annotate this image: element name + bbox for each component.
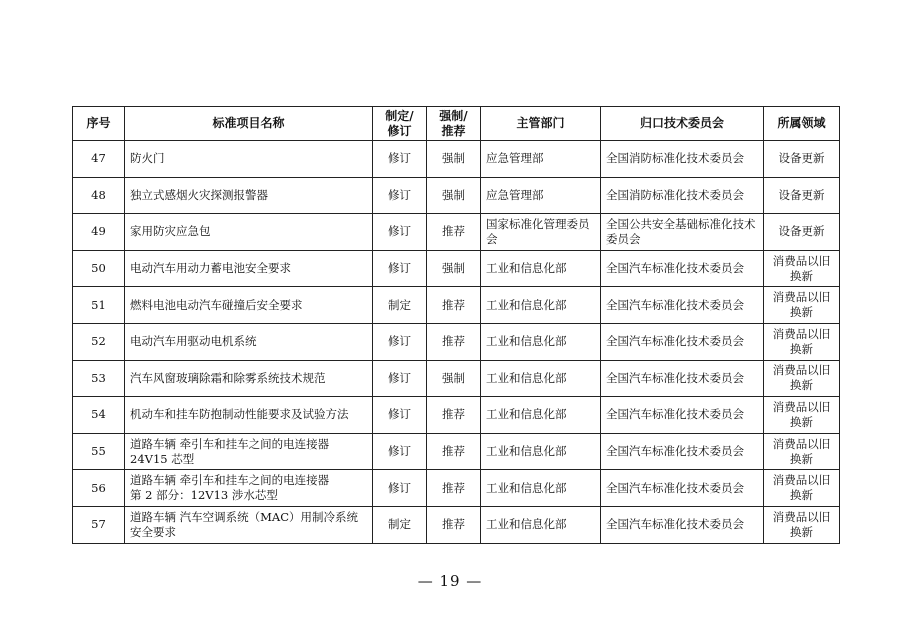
row-name: 道路车辆 汽车空调系统（MAC）用制冷系统 安全要求: [125, 506, 373, 543]
row-type: 修订: [373, 433, 427, 470]
table-row: [73, 397, 840, 434]
row-field: 消费品以旧换新: [764, 287, 840, 324]
table-row: [73, 433, 840, 470]
table-row: [73, 287, 840, 324]
row-field: 消费品以旧换新: [764, 360, 840, 397]
row-committee: 全国消防标准化技术委员会: [601, 177, 764, 214]
row-seq: 55: [73, 433, 125, 470]
row-seq: 48: [73, 177, 125, 214]
row-type: 修订: [373, 360, 427, 397]
row-mandatory: 推荐: [427, 323, 481, 360]
row-name: 机动车和挂车防抱制动性能要求及试验方法: [125, 397, 373, 434]
table-row: [73, 470, 840, 507]
row-name: 汽车风窗玻璃除霜和除雾系统技术规范: [125, 360, 373, 397]
table-row: [73, 177, 840, 214]
table-row: [73, 506, 840, 543]
row-mandatory: 推荐: [427, 397, 481, 434]
row-seq: 47: [73, 141, 125, 178]
row-committee: 全国汽车标准化技术委员会: [601, 470, 764, 507]
page-number: — 19 —: [417, 572, 483, 590]
row-field: 设备更新: [764, 141, 840, 178]
row-seq: 54: [73, 397, 125, 434]
header-seq: 序号: [73, 107, 125, 141]
row-field: 消费品以旧换新: [764, 470, 840, 507]
row-field: 设备更新: [764, 177, 840, 214]
row-committee: 全国汽车标准化技术委员会: [601, 250, 764, 287]
row-mandatory: 推荐: [427, 214, 481, 251]
row-name: [125, 433, 373, 470]
header-name: 标准项目名称: [125, 107, 373, 141]
row-seq: 53: [73, 360, 125, 397]
row-field: 消费品以旧换新: [764, 433, 840, 470]
row-type: 修订: [373, 177, 427, 214]
row-name: 防火门: [125, 141, 373, 178]
row-dept: 工业和信息化部: [481, 470, 601, 507]
header-committee: 归口技术委员会: [601, 107, 764, 141]
row-type: 修订: [373, 397, 427, 434]
table-header-row: [73, 107, 840, 141]
row-name: 燃料电池电动汽车碰撞后安全要求: [125, 287, 373, 324]
row-seq: 50: [73, 250, 125, 287]
row-dept: 工业和信息化部: [481, 397, 601, 434]
row-dept: 工业和信息化部: [481, 250, 601, 287]
row-field: 消费品以旧换新: [764, 397, 840, 434]
row-type: 修订: [373, 323, 427, 360]
row-dept: 应急管理部: [481, 177, 601, 214]
row-mandatory: 推荐: [427, 433, 481, 470]
row-dept: 工业和信息化部: [481, 433, 601, 470]
row-mandatory: 强制: [427, 177, 481, 214]
row-name: 电动汽车用动力蓄电池安全要求: [125, 250, 373, 287]
standards-table: [72, 106, 840, 544]
row-committee: 全国汽车标准化技术委员会: [601, 397, 764, 434]
row-name-line1: 道路车辆 牵引车和挂车之间的电连接器: [130, 473, 330, 488]
table-row: [73, 141, 840, 178]
row-committee: 全国汽车标准化技术委员会: [601, 506, 764, 543]
header-dept: 主管部门: [481, 107, 601, 141]
row-mandatory: 强制: [427, 141, 481, 178]
table-row: [73, 214, 840, 251]
row-mandatory: 推荐: [427, 470, 481, 507]
row-type: 制定: [373, 287, 427, 324]
row-dept: 工业和信息化部: [481, 323, 601, 360]
table-row: [73, 323, 840, 360]
row-seq: 51: [73, 287, 125, 324]
row-type: 修订: [373, 250, 427, 287]
row-committee: 全国公共安全基础标准化技术委员会: [601, 214, 764, 251]
row-name: 家用防灾应急包: [125, 214, 373, 251]
row-field: 消费品以旧换新: [764, 323, 840, 360]
header-mandatory-line2: 推荐: [441, 123, 466, 138]
row-committee: 全国消防标准化技术委员会: [601, 141, 764, 178]
row-committee: 全国汽车标准化技术委员会: [601, 360, 764, 397]
header-mandatory: [427, 107, 481, 141]
row-type: 修订: [373, 470, 427, 507]
row-dept: 工业和信息化部: [481, 360, 601, 397]
header-type: [373, 107, 427, 141]
row-name-line2: 24V15 芯型: [130, 451, 195, 466]
row-field: 消费品以旧换新: [764, 506, 840, 543]
row-field: 消费品以旧换新: [764, 250, 840, 287]
row-mandatory: 推荐: [427, 506, 481, 543]
row-name: [125, 470, 373, 507]
row-dept: 应急管理部: [481, 141, 601, 178]
row-name: 独立式感烟火灾探测报警器: [125, 177, 373, 214]
row-seq: 56: [73, 470, 125, 507]
row-type: 修订: [373, 214, 427, 251]
row-seq: 49: [73, 214, 125, 251]
row-type: 制定: [373, 506, 427, 543]
row-name-line2: 第 2 部分：12V13 涉水芯型: [130, 488, 278, 503]
row-seq: 52: [73, 323, 125, 360]
row-mandatory: 强制: [427, 250, 481, 287]
row-name: 电动汽车用驱动电机系统: [125, 323, 373, 360]
row-committee: 全国汽车标准化技术委员会: [601, 323, 764, 360]
row-committee: 全国汽车标准化技术委员会: [601, 433, 764, 470]
table-row: [73, 250, 840, 287]
header-mandatory-line1: 强制/: [439, 108, 468, 123]
row-seq: 57: [73, 506, 125, 543]
row-dept: 国家标准化管理委员会: [481, 214, 601, 251]
row-type: 修订: [373, 141, 427, 178]
row-mandatory: 推荐: [427, 287, 481, 324]
table-row: [73, 360, 840, 397]
row-dept: 工业和信息化部: [481, 287, 601, 324]
row-field: 设备更新: [764, 214, 840, 251]
row-name-line1: 道路车辆 牵引车和挂车之间的电连接器: [130, 436, 330, 451]
header-type-line2: 修订: [387, 123, 412, 138]
header-field: 所属领域: [764, 107, 840, 141]
row-committee: 全国汽车标准化技术委员会: [601, 287, 764, 324]
row-dept: 工业和信息化部: [481, 506, 601, 543]
row-mandatory: 强制: [427, 360, 481, 397]
header-type-line1: 制定/: [385, 108, 414, 123]
